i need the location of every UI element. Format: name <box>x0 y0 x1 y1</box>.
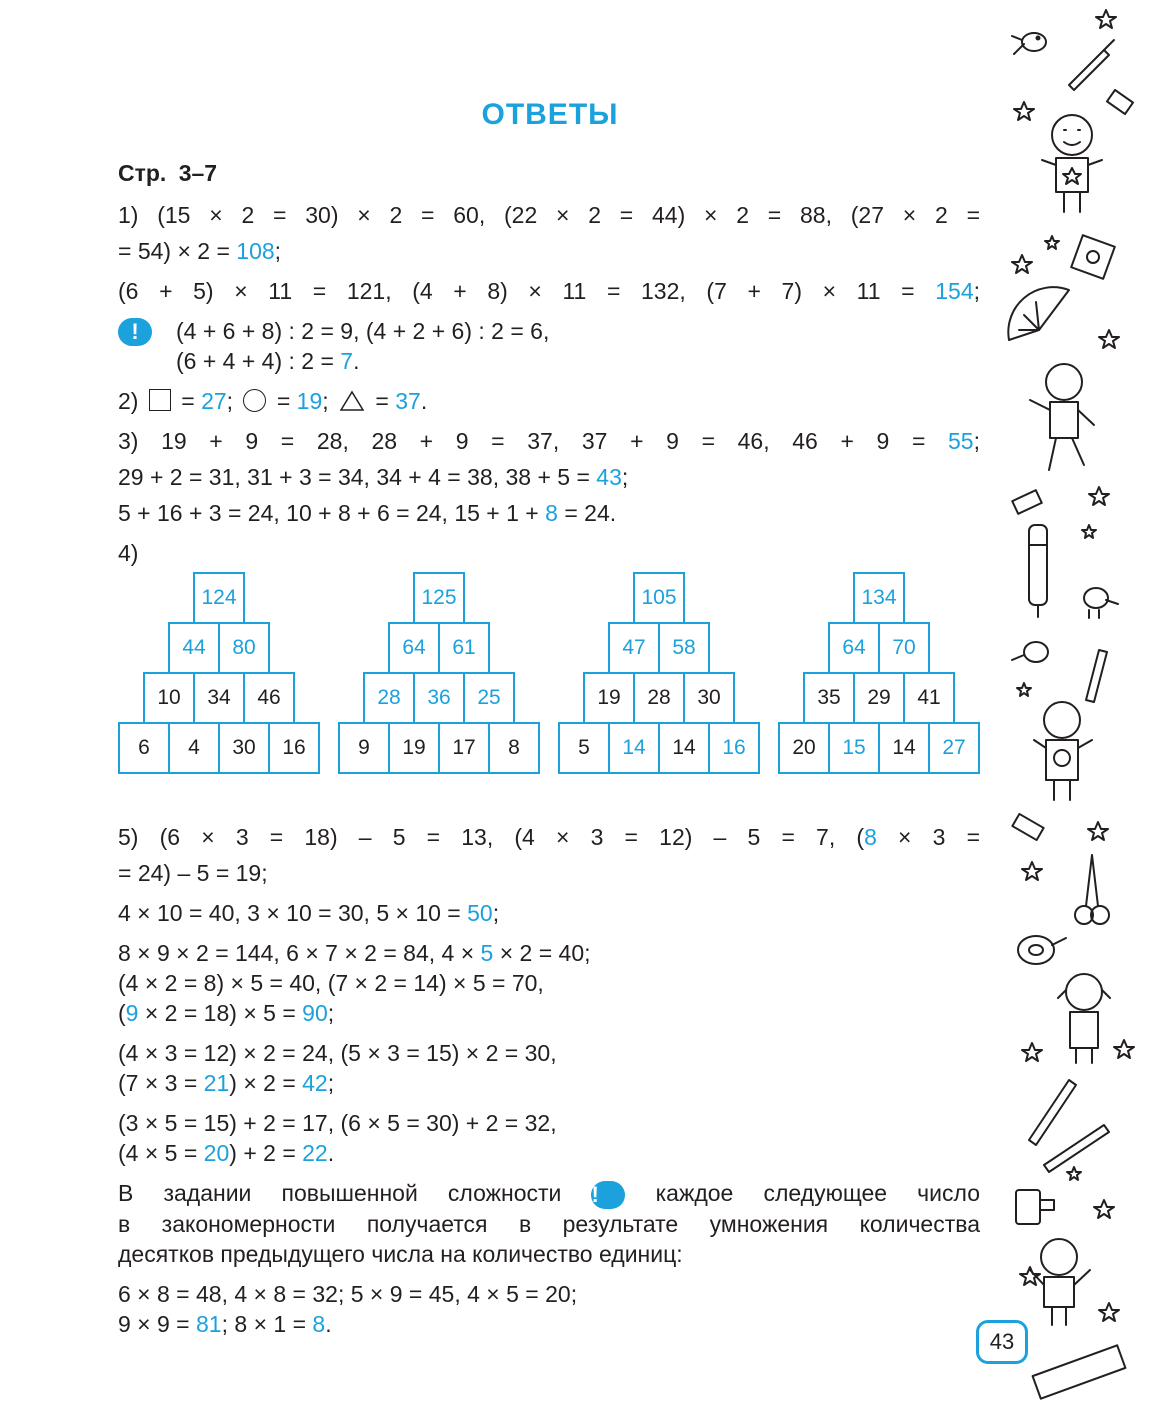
star-icon <box>1045 236 1059 249</box>
note-line-4: 6 × 8 = 48, 4 × 8 = 32; 5 × 9 = 45, 4 × 5 = 20; <box>118 1280 578 1307</box>
page-title: ОТВЕТЫ <box>481 98 619 131</box>
task-5-line-2: = 24) – 5 = 19; <box>118 860 268 886</box>
pyramid-cell: 14 <box>658 722 710 774</box>
pyramid-cell: 8 <box>488 722 540 774</box>
eraser-icon <box>1012 814 1043 840</box>
number-pyramid <box>338 572 542 778</box>
pyramid-cell: 134 <box>853 572 905 624</box>
answer: 20 <box>203 1140 230 1166</box>
boy-figure-icon <box>1042 115 1102 212</box>
task-5-line-3: 4 × 10 = 40, 3 × 10 = 30, 5 × 10 = 50; <box>118 900 500 926</box>
task-5-line-6: (9 × 2 = 18) × 5 = 90; <box>118 1000 335 1026</box>
pyramids-area <box>118 572 980 822</box>
pyramid-cell: 9 <box>338 722 390 774</box>
pyramid-cell: 17 <box>438 722 490 774</box>
task-2-line: 2) = 27; = 19; = 37. <box>118 388 428 414</box>
pyramid-cell: 30 <box>218 722 270 774</box>
star-icon <box>1067 1167 1081 1180</box>
pyramid-cell: 64 <box>828 622 880 674</box>
girl-figure-icon <box>1058 974 1110 1063</box>
star-icon <box>1094 1200 1114 1218</box>
star-icon <box>1099 1303 1119 1321</box>
answer: 22 <box>302 1140 328 1166</box>
pyramid-cell: 29 <box>853 672 905 724</box>
pyramid-cell: 16 <box>708 722 760 774</box>
answers-content <box>118 200 980 1345</box>
triangle-icon <box>339 390 365 412</box>
pen-icon <box>1029 1080 1076 1145</box>
eraser-icon <box>1012 490 1041 514</box>
note-line-5: 9 × 9 = 81; 8 × 1 = 8. <box>118 1310 332 1337</box>
task-5-line-5: (4 × 2 = 8) × 5 = 40, (7 × 2 = 14) × 5 = 70, <box>118 970 544 996</box>
task-3-line-1: 3) 19 + 9 = 28, 28 + 9 = 37, 37 + 9 = 46, 46 + 9 = 55; <box>118 428 980 454</box>
star-icon <box>1022 1043 1042 1061</box>
pyramid-cell: 46 <box>243 672 295 724</box>
pyramid-cell: 34 <box>193 672 245 724</box>
pyramid-cell: 105 <box>633 572 685 624</box>
eraser-icon <box>1107 90 1133 114</box>
star-icon <box>1022 862 1042 880</box>
task-1-line-2: = 54) × 2 = 108; <box>118 238 282 264</box>
fountain-pen-icon <box>1044 1125 1109 1172</box>
star-icon <box>1096 10 1116 28</box>
star-icon <box>1088 822 1108 840</box>
pyramid-cell: 80 <box>218 622 270 674</box>
answer: 50 <box>467 900 493 926</box>
answer: 55 <box>948 428 974 454</box>
pyramid-cell: 10 <box>143 672 195 724</box>
answer: 19 <box>296 388 323 414</box>
bird-icon <box>1012 642 1048 662</box>
task-5-line-7: (4 × 3 = 12) × 2 = 24, (5 × 3 = 15) × 2 = 30, <box>118 1040 557 1066</box>
square-icon <box>149 389 171 411</box>
pyramid-cell: 14 <box>878 722 930 774</box>
task-1-line-3: (6 + 5) × 11 = 121, (4 + 8) × 11 = 132, (7 + 7) × 11 = 154; <box>118 278 980 304</box>
exclamation-icon: ! <box>591 1181 625 1209</box>
pyramid-cell: 16 <box>268 722 320 774</box>
pyramid-cell: 58 <box>658 622 710 674</box>
task-1-line-1: 1) (15 × 2 = 30) × 2 = 60, (22 × 2 = 44) × 2 = 88, (27 × 2 = <box>118 202 980 228</box>
answer: 154 <box>935 278 974 304</box>
star-icon <box>1089 487 1109 505</box>
answer: 8 <box>312 1310 326 1337</box>
number-pyramid <box>118 572 322 778</box>
pyramid-cell: 25 <box>463 672 515 724</box>
answer: 9 <box>125 1000 139 1026</box>
page-number: 43 <box>976 1320 1028 1364</box>
answer: 42 <box>302 1070 328 1096</box>
pyramid-cell: 20 <box>778 722 830 774</box>
pyramid-cell: 35 <box>803 672 855 724</box>
sharpener-icon <box>1071 235 1115 279</box>
star-icon <box>1114 1040 1134 1058</box>
pyramid-cell: 41 <box>903 672 955 724</box>
pyramid-cell: 5 <box>558 722 610 774</box>
child-figure-icon <box>1034 702 1092 800</box>
brush-icon <box>1069 40 1114 90</box>
scissors-icon <box>1075 855 1109 924</box>
pyramid-cell: 19 <box>583 672 635 724</box>
task-4-label: 4) <box>118 540 139 566</box>
pyramid-cell: 28 <box>363 672 415 724</box>
pyramid-cell: 64 <box>388 622 440 674</box>
star-icon <box>1017 683 1031 696</box>
pyramid-cell: 61 <box>438 622 490 674</box>
note-line-2: в закономерности получается в результате умножения количества <box>118 1210 980 1237</box>
answer: 37 <box>395 388 421 414</box>
protractor-icon <box>1008 287 1069 340</box>
answer: 43 <box>596 464 622 490</box>
note-line-1: В задании повышенной сложности ! каждое следующее число <box>118 1180 980 1207</box>
pencil-icon <box>1086 650 1107 702</box>
challenge-line-2: (6 + 4 + 4) : 2 = 7. <box>176 348 360 374</box>
star-icon <box>1014 102 1034 120</box>
star-icon <box>1099 330 1119 348</box>
task-5-line-9: (3 × 5 = 15) + 2 = 17, (6 × 5 = 30) + 2 = 32, <box>118 1110 557 1136</box>
doodle-decoration <box>994 0 1164 1418</box>
boy-figure-icon <box>1030 1239 1090 1325</box>
challenge-line-1: (4 + 6 + 8) : 2 = 9, (4 + 2 + 6) : 2 = 6, <box>176 318 550 344</box>
task-5-line-4: 8 × 9 × 2 = 144, 6 × 7 × 2 = 84, 4 × 5 × 2 = 40; <box>118 940 591 966</box>
task-5-line-10: (4 × 5 = 20) + 2 = 22. <box>118 1140 335 1166</box>
circle-icon <box>243 389 266 412</box>
pyramid-cell: 47 <box>608 622 660 674</box>
answer: 7 <box>340 348 354 374</box>
answer: 8 <box>864 824 877 850</box>
pyramid-cell: 4 <box>168 722 220 774</box>
pyramid-cell: 124 <box>193 572 245 624</box>
answer: 8 <box>545 500 558 526</box>
pyramid-cell: 125 <box>413 572 465 624</box>
challenge-block <box>118 316 980 376</box>
girl-figure-icon <box>1030 364 1094 470</box>
answer: 21 <box>203 1070 230 1096</box>
answer: 108 <box>236 238 275 264</box>
bird-icon <box>1084 588 1118 618</box>
note-line-3: десятков предыдущего числа на количество единиц: <box>118 1240 683 1267</box>
pyramid-cell: 19 <box>388 722 440 774</box>
star-icon <box>1082 525 1096 538</box>
answer: 81 <box>196 1310 222 1337</box>
section-title: Стр. 3–7 <box>118 160 218 186</box>
pen-icon <box>1029 525 1047 617</box>
clip-icon <box>1016 1190 1054 1224</box>
task-3-line-3: 5 + 16 + 3 = 24, 10 + 8 + 6 = 24, 15 + 1 + 8 = 24. <box>118 500 617 526</box>
pyramid-cell: 14 <box>608 722 660 774</box>
pyramid-cell: 30 <box>683 672 735 724</box>
task-5-line-8: (7 × 3 = 21) × 2 = 42; <box>118 1070 335 1096</box>
number-pyramid <box>558 572 762 778</box>
number-pyramid <box>778 572 982 778</box>
bird-icon <box>1012 33 1046 54</box>
answer: 5 <box>480 940 494 966</box>
pyramid-cell: 27 <box>928 722 980 774</box>
task-3-line-2: 29 + 2 = 31, 31 + 3 = 34, 34 + 4 = 38, 38 + 5 = 43; <box>118 464 629 490</box>
pyramid-cell: 28 <box>633 672 685 724</box>
answer: 27 <box>201 388 227 414</box>
task-5-line-1: 5) (6 × 3 = 18) – 5 = 13, (4 × 3 = 12) – 5 = 7, (8 × 3 = <box>118 824 980 850</box>
star-icon <box>1012 255 1032 273</box>
pyramid-cell: 6 <box>118 722 170 774</box>
exclamation-icon: ! <box>118 318 152 346</box>
pyramid-cell: 44 <box>168 622 220 674</box>
ruler-icon <box>1033 1345 1126 1398</box>
tape-icon <box>1018 936 1066 964</box>
answer: 90 <box>302 1000 328 1026</box>
pyramid-cell: 36 <box>413 672 465 724</box>
pyramid-cell: 15 <box>828 722 880 774</box>
pyramid-cell: 70 <box>878 622 930 674</box>
